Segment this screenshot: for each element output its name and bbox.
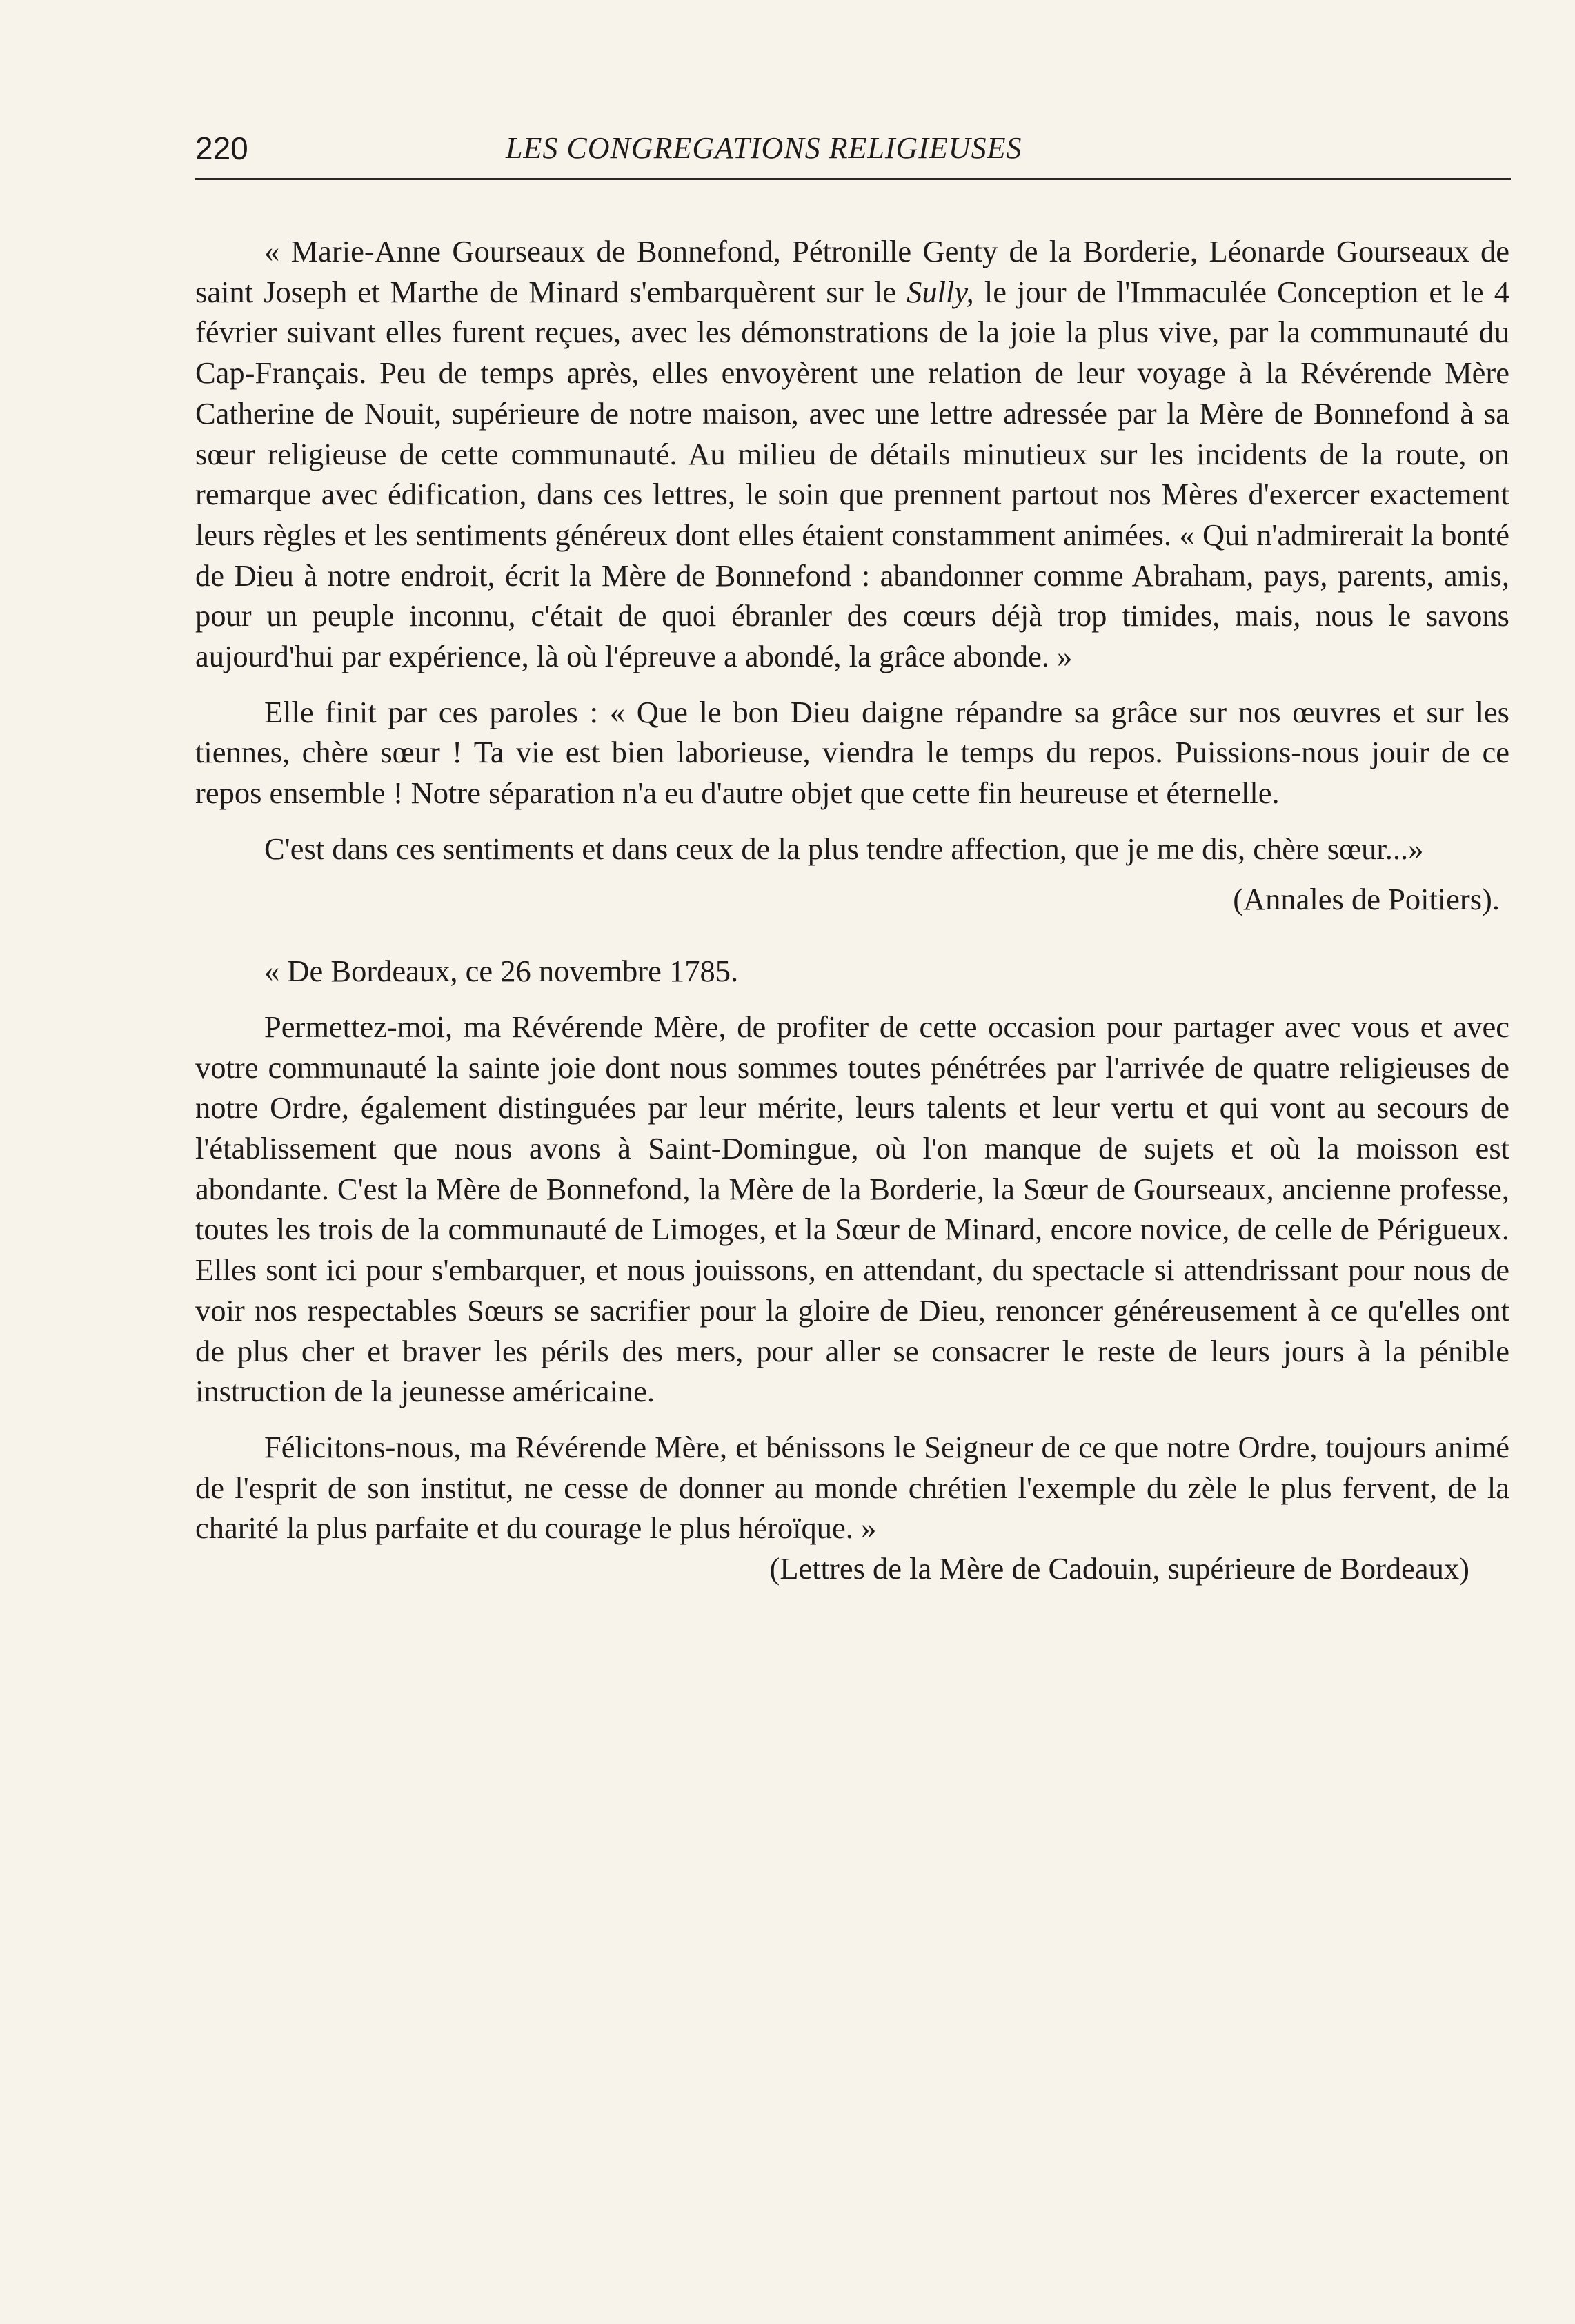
running-title: LES CONGREGATIONS RELIGIEUSES [506,131,1022,165]
paragraph-1-rest: le jour de l'Immaculée Conception et le 4 février suivant elles furent reçues, avec les démonstrations de la joie la plus vive, par la communauté du Cap-Français. Peu de temps après, elles envoyèrent une relation de leur voyage à la Révérende Mère Catherine de Nouit, supérieure de notre maison, avec une lettre adressée par la Mère de Bonnefond à sa sœur religieuse de cette communauté. Au milieu de détails minutieux sur les incidents de la route, on remarque avec édification, dans ces lettres, le soin que prennent partout nos Mères d'exercer exactement leurs règles et les sentiments généreux dont elles étaient constamment animées. « Qui n'admirerait la bonté de Dieu à notre endroit, écrit la Mère de Bonnefond : abandonner comme Abraham, pays, parents, amis, pour un peuple inconnu, c'était de quoi ébranler des cœurs déjà trop timides, mais, nous le savons aujourd'hui par expérience, là où l'épreuve a abondé, la grâce abonde. » [195,274,1509,674]
page-header [195,128,1509,173]
ship-name: Sully, [907,274,974,309]
source-annales: (Annales de Poitiers). [1233,881,1500,916]
header-rule [195,178,1511,180]
page-number: 220 [195,130,248,166]
letter-date-line: « De Bordeaux, ce 26 novembre 1785. [264,954,739,989]
paragraph-3: C'est dans ces sentiments et dans ceux de la plus tendre affection, que je me dis, chère sœur...» [264,831,1424,866]
page-body [195,231,1509,1589]
paragraph-2: Elle finit par ces paroles : « Que le bon Dieu daigne répandre sa grâce sur nos œuvres et sur les tiennes, chère sœur ! Ta vie est bien laborieuse, viendra le temps du repos. Puissions-nous jouir de ce repos ensemble ! Notre séparation n'a eu d'autre objet que cette fin heureuse et éternelle. [195,694,1509,811]
paragraph-1-start: « Marie-Anne Gourseaux de Bonnefond, Pétronille Genty de la Borderie, Léonarde Gourseaux de saint Joseph et Marthe de Minard s'embarquèrent sur le [195,234,1509,309]
paragraph-5: Félicitons-nous, ma Révérende Mère, et bénissons le Seigneur de ce que notre Ordre, toujours animé de l'esprit de son institut, ne cesse de donner au monde chrétien l'exemple du zèle le plus fervent, de la charité la plus parfaite et du courage le plus héroïque. » [195,1429,1509,1546]
source-lettres: (Lettres de la Mère de Cadouin, supérieure de Bordeaux) [769,1551,1469,1586]
paragraph-4: Permettez-moi, ma Révérende Mère, de profiter de cette occasion pour partager avec vous et avec votre communauté la sainte joie dont nous sommes toutes pénétrées par l'arrivée de quatre religieuses de notre Ordre, également distinguées par leur mérite, leurs talents et leur vertu et qui vont au secours de l'établissement que nous avons à Saint-Domingue, où l'on manque de sujets et où la moisson est abondante. C'est la Mère de Bonnefond, la Mère de la Borderie, la Sœur de Gourseaux, ancienne professe, toutes les trois de la communauté de Limoges, et la Sœur de Minard, encore novice, de celle de Périgueux. Elles sont ici pour s'embarquer, et nous jouissons, en attendant, du spectacle si attendrissant pour nous de voir nos respectables Sœurs se sacrifier pour la gloire de Dieu, renoncer généreusement à ce qu'elles ont de plus cher et braver les périls des mers, pour aller se consacrer le reste de leurs jours à la pénible instruction de la jeunesse américaine. [195,1009,1509,1409]
paragraph-1 [195,231,1509,677]
